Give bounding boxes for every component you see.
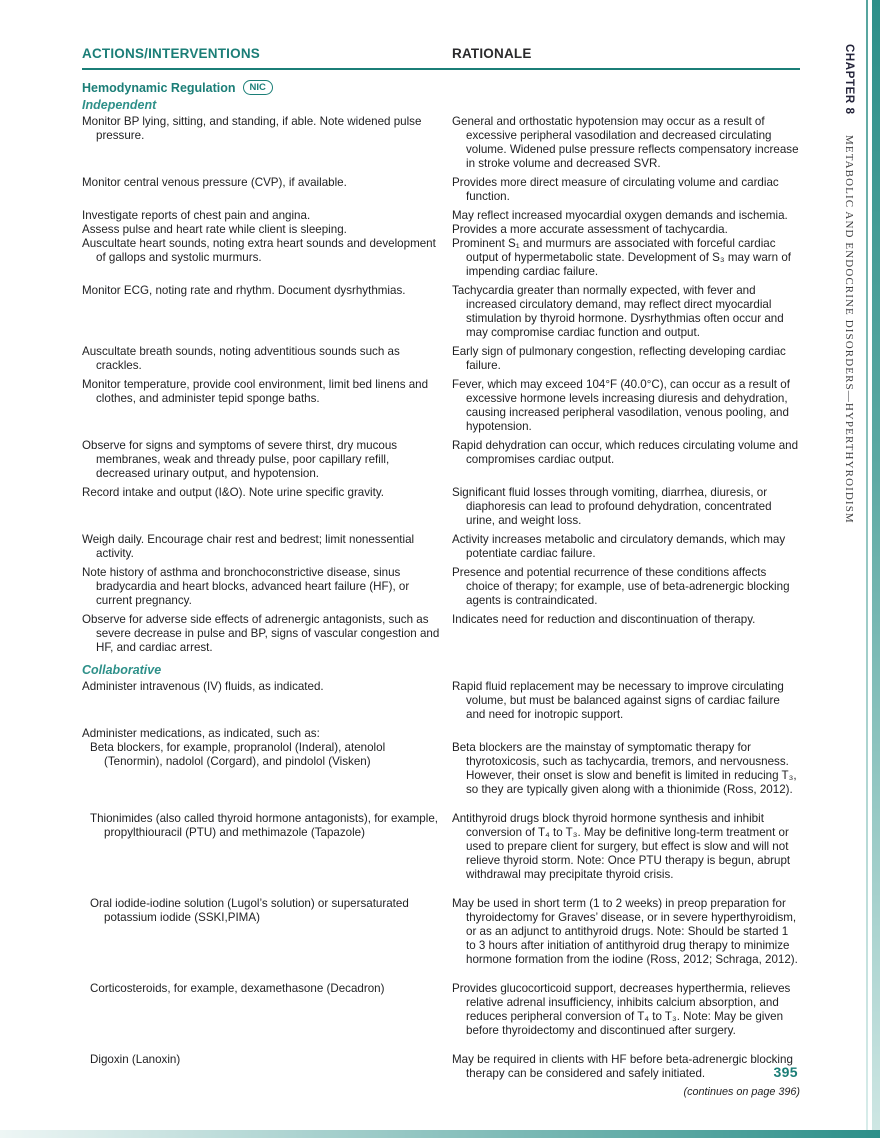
page-edge-gradient-right: [872, 0, 880, 1138]
intervention-row: [82, 378, 800, 434]
rationale-text: Presence and potential recurrence of these conditions affects choice of therapy; for example, use of beta-adrenergic blocking agents is contraindicated.: [452, 566, 790, 607]
rationale-column-header: RATIONALE: [452, 46, 532, 61]
rationale-text: May be required in clients with HF before beta-adrenergic blocking therapy can be considered and safely initiated.: [452, 1053, 793, 1080]
intervention-row: [82, 237, 800, 279]
action-text: Assess pulse and heart rate while client is sleeping.: [82, 223, 347, 236]
action-text: Thionimides (also called thyroid hormone antagonists), for example, propylthiouracil (PTU) and methimazole (Tapazole): [90, 812, 438, 839]
nic-badge: NIC: [243, 80, 273, 95]
action-text: Monitor BP lying, sitting, and standing, if able. Note widened pulse pressure.: [82, 115, 422, 142]
intervention-row: [82, 209, 800, 223]
group-heading-independent: Independent: [82, 98, 157, 112]
section-title: [82, 80, 800, 95]
action-text: Auscultate breath sounds, noting adventitious sounds such as crackles.: [82, 345, 400, 372]
action-text: Weigh daily. Encourage chair rest and bedrest; limit nonessential activity.: [82, 533, 415, 560]
chapter-label: CHAPTER 8: [843, 44, 855, 115]
action-text: Oral iodide-iodine solution (Lugol’s solution) or supersaturated potassium iodide (SSKI,PIMA): [90, 897, 409, 924]
action-text: Monitor temperature, provide cool environment, limit bed linens and clothes, and administer tepid sponge baths.: [82, 378, 429, 405]
page-content: [82, 46, 800, 1098]
action-text: Digoxin (Lanoxin): [90, 1053, 181, 1066]
rationale-text: Rapid fluid replacement may be necessary to improve circulating volume, but must be balanced against signs of cardiac failure and need for inotropic support.: [452, 680, 784, 721]
intervention-row: [82, 486, 800, 528]
intervention-row: [82, 223, 800, 237]
action-text: Observe for signs and symptoms of severe thirst, dry mucous membranes, weak and thready pulse, poor capillary refill, decreased urinary output, and hypotension.: [82, 439, 398, 480]
rationale-text: Significant fluid losses through vomiting, diarrhea, diuresis, or diaphoresis can lead to profound dehydration, concentrated urine, and weight loss.: [452, 486, 772, 527]
continues-note: (continues on page 396): [683, 1086, 800, 1098]
section-title-text: Hemodynamic Regulation: [82, 80, 236, 95]
rationale-text: May be used in short term (1 to 2 weeks) in preop preparation for thyroidectomy for Graves’ disease, or in severe hyperthyroidism, or as an adjunct to antithyroid drugs. Note: Should be started 1 to 3 hours after initiation of antithyroid drug therapy to minimize hormone formation from the iodine (Ross, 2012; Schraga, 2012).: [452, 897, 798, 966]
action-text: Note history of asthma and bronchoconstrictive disease, sinus bradycardia and heart blocks, advanced heart failure (HF), or current pregnancy.: [82, 566, 410, 607]
intervention-row: [82, 345, 800, 373]
rationale-text: Beta blockers are the mainstay of symptomatic therapy for thyrotoxicosis, such as tachycardia, tremors, and nervousness. However, their onset is slow and benefit is limited in reducing T₃, so they are typically given along with a thionimide (Ross, 2012).: [452, 741, 797, 796]
rationale-text: General and orthostatic hypotension may occur as a result of excessive peripheral vasodilation and decreased circulating volume. Widened pulse pressure reflects compensatory increase in stroke volume and decreased SVR.: [452, 115, 799, 170]
action-text: Investigate reports of chest pain and angina.: [82, 209, 311, 222]
intervention-row: [82, 680, 800, 722]
intervention-row: [82, 727, 800, 741]
rationale-text: Tachycardia greater than normally expected, with fever and increased circulatory demand, may reflect direct myocardial stimulation by thyroid hormone. Dysrhythmias often occur and may compromise cardiac function and output.: [452, 284, 784, 339]
action-text: Beta blockers, for example, propranolol (Inderal), atenolol (Tenormin), nadolol (Corgard), and pindolol (Visken): [90, 741, 386, 768]
intervention-row: [82, 613, 800, 655]
rationale-text: Indicates need for reduction and discontinuation of therapy.: [452, 613, 756, 626]
intervention-row: [82, 982, 800, 1038]
rationale-text: Prominent S₁ and murmurs are associated with forceful cardiac output of hypermetabolic state. Development of S₃ may warn of impending cardiac failure.: [452, 237, 792, 278]
column-headers: [82, 46, 800, 70]
rationale-text: Activity increases metabolic and circulatory demands, which may potentiate cardiac failure.: [452, 533, 786, 560]
intervention-row: [82, 176, 800, 204]
rationale-text: Fever, which may exceed 104°F (40.0°C), can occur as a result of excessive hormone levels increasing diuresis and dehydration, causing increased peripheral vasodilation, venous pooling, and hypotension.: [452, 378, 790, 433]
intervention-row: [82, 439, 800, 481]
intervention-row: [82, 897, 800, 967]
rationale-text: Provides more direct measure of circulating volume and cardiac function.: [452, 176, 779, 203]
action-text: Administer medications, as indicated, such as:: [82, 727, 320, 740]
page-edge-gradient-bottom: [0, 1130, 880, 1138]
rationale-text: Early sign of pulmonary congestion, reflecting developing cardiac failure.: [452, 345, 786, 372]
action-text: Record intake and output (I&O). Note urine specific gravity.: [82, 486, 385, 499]
action-text: Observe for adverse side effects of adrenergic antagonists, such as severe decrease in pulse and BP, signs of vascular congestion and HF, and cardiac arrest.: [82, 613, 440, 654]
intervention-row: [82, 1053, 800, 1081]
rationale-text: Antithyroid drugs block thyroid hormone synthesis and inhibit conversion of T₄ to T₃. May be definitive long-term treatment or used to prepare client for surgery, but effect is slow and will not relieve thyroid storm. Note: Once PTU therapy is begun, abrupt withdrawal may precipitate thyroid crisis.: [452, 812, 791, 881]
rationale-text: Provides glucocorticoid support, decreases hyperthermia, relieves relative adrenal insufficiency, inhibits calcium absorption, and reduces peripheral conversion of T₄ to T₃. Note: May be given before thyroidectomy and discontinued after surgery.: [452, 982, 791, 1037]
chapter-title: METABOLIC AND ENDOCRINE DISORDERS—HYPERTHYROIDISM: [843, 135, 855, 524]
intervention-row: [82, 812, 800, 882]
rationale-text: May reflect increased myocardial oxygen demands and ischemia.: [452, 209, 788, 222]
action-text: Auscultate heart sounds, noting extra heart sounds and development of gallops and systolic murmurs.: [82, 237, 436, 264]
page-number: 395: [773, 1064, 798, 1080]
action-text: Monitor central venous pressure (CVP), if available.: [82, 176, 347, 189]
page-edge-line-right: [866, 0, 868, 1138]
rationale-text: Provides a more accurate assessment of tachycardia.: [452, 223, 728, 236]
rationale-text: [452, 727, 800, 741]
action-text: Corticosteroids, for example, dexamethasone (Decadron): [90, 982, 385, 995]
intervention-row: [82, 284, 800, 340]
rationale-text: Rapid dehydration can occur, which reduces circulating volume and compromises cardiac output.: [452, 439, 799, 466]
intervention-row: [82, 533, 800, 561]
group-heading-collaborative: Collaborative: [82, 663, 162, 677]
intervention-row: [82, 115, 800, 171]
intervention-row: [82, 566, 800, 608]
action-text: Administer intravenous (IV) fluids, as indicated.: [82, 680, 324, 693]
actions-column-header: ACTIONS/INTERVENTIONS: [82, 46, 260, 61]
intervention-row: [82, 741, 800, 797]
chapter-sidebar: [840, 44, 858, 524]
action-text: Monitor ECG, noting rate and rhythm. Document dysrhythmias.: [82, 284, 406, 297]
